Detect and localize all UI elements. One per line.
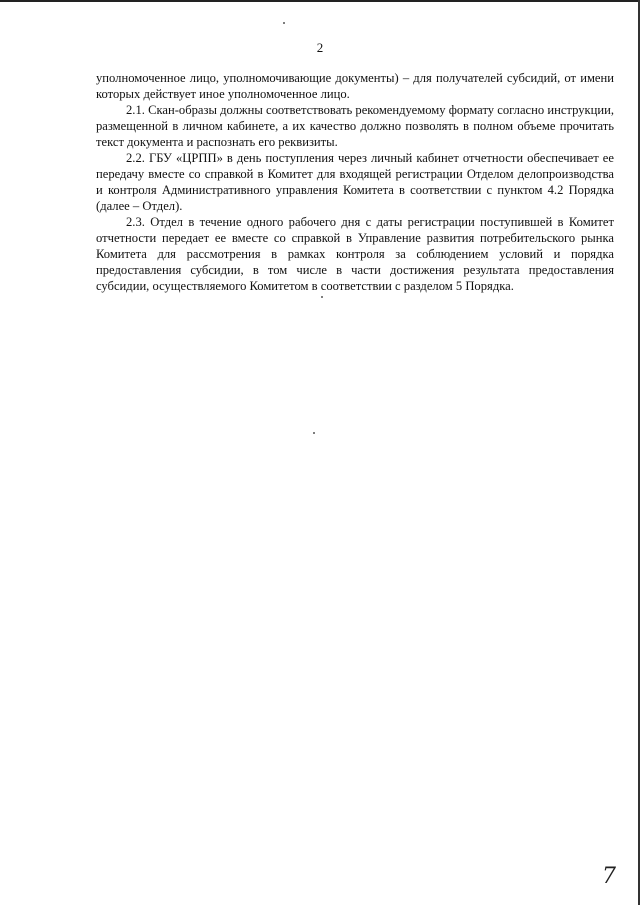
handwritten-page-mark: 7 xyxy=(602,864,616,889)
paragraph-2-2: 2.2. ГБУ «ЦРПП» в день поступления через личный кабинет отчетности обеспечивает ее передачу вместе со справкой в Комитет для входящей регистрации Отделом делопроизводства и контроля Административного управления Комитета в соответствии с пунктом 4.2 Порядка (далее – Отдел). xyxy=(96,151,614,213)
document-body xyxy=(96,70,614,294)
scan-speck xyxy=(283,22,285,24)
scan-speck xyxy=(321,296,323,298)
paragraph-2-3: 2.3. Отдел в течение одного рабочего дня с даты регистрации поступившей в Комитет отчетности передает ее вместе со справкой в Управление развития потребительского рынка Комитета для рассмотрения в рамках контроля за соблюдением условий и порядка предоставления субсидии, в том числе в части достижения результата предоставления субсидии, осуществляемого Комитетом в соответствии с разделом 5 Порядка. xyxy=(96,215,614,293)
scan-border-top xyxy=(0,0,640,2)
page-number: 2 xyxy=(316,40,324,55)
scan-speck xyxy=(313,432,315,434)
paragraph-continuation: уполномоченное лицо, уполномочивающие документы) – для получателей субсидий, от имени которых действует иное уполномоченное лицо. xyxy=(96,71,614,101)
paragraph-2-1: 2.1. Скан-образы должны соответствовать рекомендуемому формату согласно инструкции, размещенной в личном кабинете, а их качество должно позволять в полном объеме прочитать текст документа и распознать его реквизиты. xyxy=(96,103,614,149)
